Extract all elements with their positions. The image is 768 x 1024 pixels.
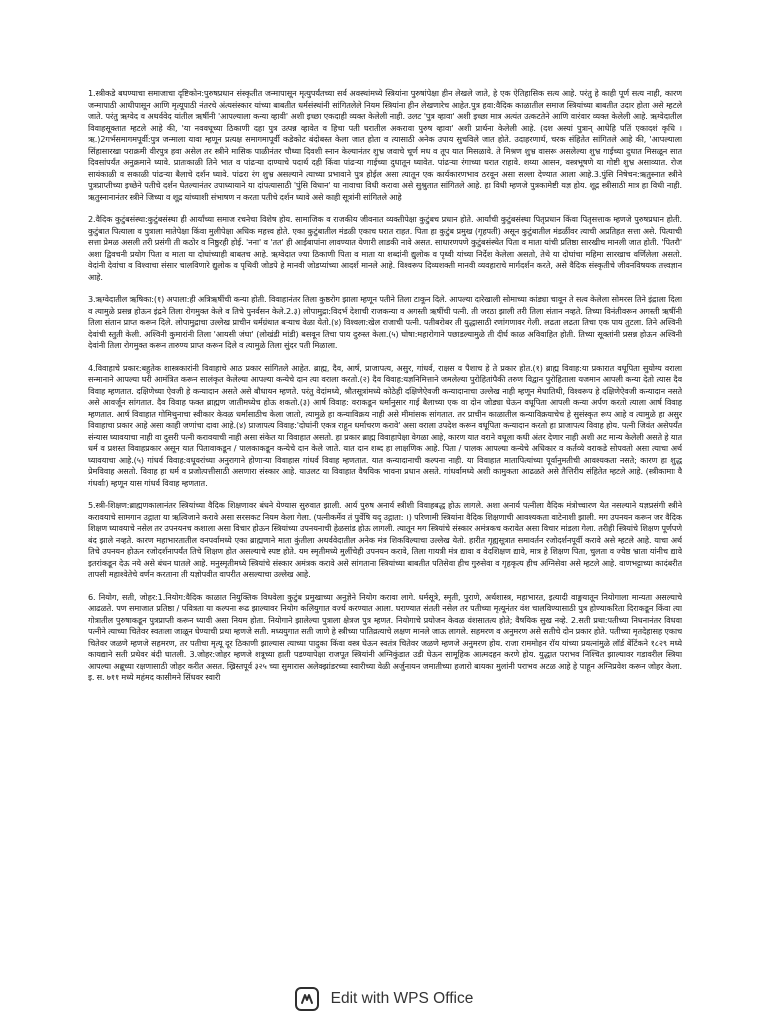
wps-footer-banner[interactable] — [0, 974, 768, 1024]
paragraph-1: 1.स्त्रीकडे बघण्याचा समाजाचा दृष्टिकोन:पुरुषप्रधान संस्कृतीत जन्मापासून मृत्युपर्यंतच्या सर्व अवस्थांमध्ये स्त्रियांना पुरुषांपेक्षा हीन लेखले जाते, हे एक ऐतिहासिक सत्य आहे. परंतु हे काही पूर्ण सत्य नाही, कारण जन्मापाठी आधीपासून आणि मृत्यूपाठी नंतरचे अंत्यसंस्कार यांच्या बाबतीत धर्मसंस्थांनी सांगितलेले नियम स्त्रियांना हीन लेखणारेच आहेत.पुत्र हवा:वैदिक काळातील समाज स्त्रियांच्या बाबतीत उदार होता असे म्हटले जाते. परंतु ऋग्वेद व अथर्ववेद यांतील ऋषींनी 'आपल्याला कन्या व्हावी' अशी इच्छा एकदाही व्यक्त केलेली नाही. उलट 'पुत्र व्हावा' अशी इच्छा मात्र अत्यंत उत्कटतेने आणि वारंवार व्यक्त केलेली आहे. ऋग्वेदातील विवाहसूक्तात म्हटले आहे की, 'या नववधूच्या ठिकाणी दहा पुत्र उत्पन्न व्हावेत व हिचा पती घरातील अकरावा पुरुष व्हावा' अशी प्रार्थना केलेली आहे. (दश अस्यां पुत्रान् आधेहि पतिं एकादशं कृधि । ऋ.)2गर्भसमागमपूर्वी:पुत्र जन्माला यावा म्हणून प्रत्यक्ष समागमापूर्वी कडेकोट बंदोबस्त केला जात होता व त्यासाठी अनेक उपाय सुचविले जात होते. उदाहरणार्थ, चरक संहितेत सांगितले आहे की, 'आपल्याला सिंहासारखा पराक्रमी वीरपुत्र हवा असेल तर स्त्रीने मासिक पाळीनंतर चौथ्या दिवशी स्नान केल्यानंतर शुभ्र जवाचे चूर्ण मध व तूप यात मिसळावे. ते मिश्रण शुभ्र वासरू असलेल्या शुभ्र गाईच्या दुधात मिसळून सात दिवसांपर्यंत अनुक्रमाने घ्यावे. प्रातःकाळी तिने भात व पांढऱ्या दाण्याचे पदार्थ दही किंवा पांढऱ्या गाईच्या दुधातून घ्यावेत. पांढऱ्या रंगाच्या घरात राहावे. शय्या आसन, वस्त्रभूषणे या गोष्टी शुभ्र असाव्यात. रोज सायंकाळी व सकाळी पांढऱ्या बैलाचे दर्शन घ्यावे. पांढरा रंग शुभ्र असल्याने त्याच्या प्रभावाने पुत्र होईल असा त्यातून एक कार्यकारणभाव ठरवून असा सल्ला देण्यात आला आहे.3.पुंसि निषेचन:ऋतुस्नात स्त्रीने पुत्रप्राप्तीच्या इच्छेने पतीचे दर्शन घेतल्यानंतर उपाध्यायाने या दांपत्यासाठी 'पुंसि विधान' या नावाचा विधी करावा असे सुश्रुतात सांगितले आहे. हा विधी म्हणजे पुत्रकामेष्टी यज्ञ होय. शूद्र स्त्रीसाठी मात्र हा विधी नाही. ऋतुस्नानानंतर स्त्रीने जिच्या व शूद्र यांच्याशी संभाषण न करता पतीचे दर्शन घ्यावे असे काही सूत्रांनी सांगितले आहे — [88, 88, 682, 202]
paragraph-3: 3.ऋग्वेदातील ऋषिका:(१) अपाला:ही अत्रिऋषींची कन्या होती. विवाहानंतर तिला कुष्ठरोग झाला म्हणून पतीने तिला टाकून दिले. आपल्या दारेखाली सोमाच्या कांड्या चावून ते सत्व केलेला सोमरस तिने इंद्राला दिला व त्यामुळे प्रसन्न होऊन इंद्रने तिला रोगमुक्त केले व तिचे पुनर्वसन केले.2.३) लोपामुद्रा:विदर्भ देशाची राजकन्या व अगस्ती ऋषींची पत्नी. ती जरठा झाली तरी तिला संतान नव्हते. तिच्या विनंतीवरून अगस्ती ऋषींनी तिला संतान प्राप्त करून दिले. लोपामुद्राचा उल्लेख प्राचीन धर्मग्रंथात बऱ्याच वेळा येतो.(४) विश्वला:खेल राजाची पत्नी. पतीबरोबर ती युद्धासाठी रणांगणावर गेली. लढता लढता तिचा एक पाय तुटला. तिने अश्विनी देवांची स्तुती केली. अश्विनी कुमारांनी तिला 'आयसी जंघा' (लोखंडी मांडी) बसवून तिचा पाय दुरुस्त केला.(५) घोषा:महारोगाने पछाडल्यामुळे ती दीर्घ काळ अविवाहित होती. तिच्या सूक्तांनी प्रसन्न होऊन अश्विनी देवांनी तिला रोगमुक्त करून तारुण्य प्राप्त करून दिले व त्यामुळे तिला सुंदर पती मिळाला. — [88, 294, 682, 350]
wps-footer-label[interactable]: Edit with WPS Office — [330, 990, 474, 1007]
document-page — [88, 88, 682, 968]
paragraph-4: 4.विवाहाचे प्रकार:बहुतेक शास्त्रकारांनी विवाहाचे आठ प्रकार सांगितले आहेत. ब्राह्म, दैव, आर्ष, प्राजापत्य, असुर, गांधर्व, राक्षस व पैशाच हे ते प्रकार होत.(१) ब्राह्म विवाह:या प्रकारात वधूपिता सुयोग्य वराला सन्मानाने आपल्या घरी आमंत्रित करून सालंकृत केलेल्या आपल्या कन्येचे दान त्या वराला करतो.(२) दैव विवाह:यज्ञनिमित्ताने जमलेल्या पुरोहितांपैकी तरुण विद्वान पुरोहिताला यजमान आपली कन्या देतो त्यास दैव विवाह म्हणतात. दक्षिणेच्या ऐवजी हे कन्यादान असते असे बौधायन म्हणते. परंतु वेदांमध्ये, श्रौतसूत्रांमध्ये कोठेही दक्षिणेऐवजी कन्यादानाचा उल्लेख नाही म्हणून मेधातिथी, विश्वरूप हे दक्षिणेऐवजी कन्यादान नसते असे आवर्जून सांगतात. दैव विवाह फक्त ब्राह्मण जातीमध्येच होऊ शकतो.(३) आर्ष विवाह: वराकडून धर्मानुसार गाई बैलाच्या एक वा दोन जोड्या घेऊन वधूपिता आपली कन्या अर्पण करतो त्याला आर्ष विवाह म्हणतात. आर्ष विवाहात गोमिथुनाचा स्वीकार केवळ धर्मासाठीच केला जातो, त्यामुळे हा कन्याविक्रय नाही असे मीमांसक सांगतात. तर प्राचीन काळातील कन्याविक्रयाचेच हे सुसंस्कृत रूप आहे व त्यामुळे हा असुर विवाहाचा प्रकार आहे असा काही जणांचा दावा आहे.(४) प्राजापत्य विवाह:'दोघांनी एकत्र राहून धर्माचरण करावे' असा वराला उपदेश करून वधूपिता कन्यादान करतो हा प्राजापत्य विवाह होय. पत्नी जिवंत असेपर्यंत संन्यास घ्यावयाचा नाही वा दुसरी पत्नी करावयाची नाही असा संकेत या विवाहात असतो. हा प्रकार ब्राह्म विवाहापेक्षा वेगळा आहे, कारण यात वराने वधूला कधी अंतर देणार नाही अशी अट मान्य केलेली असते हे यात धर्म व प्रशस्त विवाहप्रकार असून यात पितावाकडून / पालकाकडून कन्येचे दान केले जाते. यात दान शब्द हा लाक्षणिक आहे. पिता / पालक आपल्या कन्येचे अधिकार व कर्तव्ये वराकडे सोपवतो असा त्याचा अर्थ घ्यावयाचा आहे.(५) गांधर्व विवाह:वधूवरांच्या अनुरागाने होणाऱ्या विवाहास गांधर्व विवाह म्हणतात. यात कन्यादानाची कल्पना नाही. या विवाहात मातापित्यांच्या पूर्वानुमतीची आवश्यकता नसते; कारण हा शुद्ध प्रेमविवाह असतो. विवाह हा धर्म व प्रजोत्पत्तीसाठी असणारा संस्कार आहे. याउलट या विवाहात वैषयिक भावना प्रधान असते. गांधर्वामध्ये अशी कामुकता आढळते असे तैत्तिरीय संहितेत म्हटले आहे. (स्त्रीकामाः वै गंधर्वाः) म्हणून यास गांधर्व विवाह म्हणतात. — [88, 362, 682, 488]
wps-logo-icon — [295, 987, 319, 1011]
paragraph-6: 6. नियोग, सती, जोहर:1.नियोग:वैदिक काळात नियुक्तिक विधवेला कुटुंब प्रमुखाच्या अनुज्ञेने नियोग करावा लागे. धर्मसूत्रे, स्मृती, पुराणे, अर्थशास्त्र, महाभारत, इत्यादी वाङ्मयातून नियोगाला मान्यता असल्याचे आढळते. पण समाजात प्रतिष्ठा / पवित्रता या कल्पना रूढ झाल्यावर नियोग कलियुगात वर्ज्य करण्यात आला. घराण्यात संतती नसेल तर पतीच्या मृत्यूनंतर वंश चालविण्यासाठी पुत्र होण्याकरिता दिराकडून किंवा त्या गोत्रातील पुरुषाकडून पुत्रप्राप्ती करून घ्यावी असा नियम होता. नियोगाने झालेल्या पुत्राला क्षेत्रज पुत्र म्हणत. नियोगाचे प्रयोजन केवळ वंशसातत्य होते; वैषयिक सुख नव्हे. 2.सती प्रथा:पतीच्या निधनानंतर विधवा पत्नीने त्याच्या चितेवर स्वतःला जाळून घेण्याची प्रथा म्हणजे सती. मध्ययुगात सती जाणे हे स्त्रीच्या पातिव्रत्याचे लक्षण मानले जाऊ लागले. सहमरण व अनुमरण असे सतीचे दोन प्रकार होते. पतीच्या मृतदेहासह एकाच चितेवर जळणे म्हणजे सहमरण, तर पतीचा मृत्यू दूर ठिकाणी झाल्यास त्याच्या पादुका किंवा वस्त्र घेऊन स्वतंत्र चितेवर जळणे म्हणजे अनुमरण होय. राजा राममोहन रॉय यांच्या प्रयत्नांमुळे लॉर्ड बेंटिंकने १८२९ मध्ये कायद्याने सती प्रथेवर बंदी घातली. 3.जोहर:जोहर म्हणजे शत्रूच्या हाती पडण्यापेक्षा राजपूत स्त्रियांनी अग्निकुंडात उडी घेऊन सामूहिक आत्मदहन करणे होय. युद्धात पराभव निश्चित झाल्यावर गडावरील स्त्रिया आपल्या अब्रूच्या रक्षणासाठी जोहर करीत असत. ख्रिस्तपूर्व ३२५ च्या सुमारास अलेक्झांडरच्या स्वारीच्या वेळी अर्जुनायन जमातीच्या हजारो बायका मुलांनी पराभव अटळ आहे हे पाहून अग्निप्रवेश करून जोहर केला. इ. स. ७११ मध्ये महंमद कासीमने सिंधवर स्वारी — [88, 591, 682, 682]
paragraph-2: 2.वैदिक कुटुंबसंस्था:कुटुंबसंस्था ही आर्यांच्या समाज रचनेचा विशेष होय. सामाजिक व राजकीय जीवनात व्यक्तीपेक्षा कुटुंबच प्रधान होते. आर्यांची कुटुंबसंस्था पितृप्रधान किंवा पितृसत्ताक म्हणजे पुरुषप्रधान होती. कुटुंबात पित्याला व पुत्राला मातेपेक्षा किंवा मुलीपेक्षा अधिक महत्त्व होते. एका कुटुंबातील मंडळी एकाच घरात राहत. पिता हा कुटुंब प्रमुख (गृहपती) असून कुटुंबातील मंडळींवर त्याची अप्रतिहत सत्ता असे. पित्याची सत्ता प्रेमळ असली तरी प्रसंगी ती कठोर व निष्ठुरही होई. 'नना' व 'तत' ही आईबापांना लावण्यात येणारी लाडकी नावे असत. साधारणपणे कुटुंबसंस्थेत पिता व माता यांची प्रतिष्ठा सारखीच मानली जात होती. 'पितरौ' अशा द्विवचनी प्रयोग पिता व माता या दोघांच्याही बाबतच आहे. ऋग्वेदात ज्या ठिकाणी पिता व माता या शब्दांनी द्युलोक व पृथ्वी यांच्या निर्देश केलेला असतो, तेथे या दोघांचा महिमा सारखाच वर्णिलेला असतो. वेदांनी देवांचा व विश्वाचा संसार चालविणारे द्युलोक व पृथिवी जोडपे हे मानवी जोडप्यांच्या आदर्श मानले आहे. विश्वरूप दिव्यशक्ती मानवी व्यवहाराचे मार्गदर्शन करते, असे वैदिक संस्कृतीचे जीवनविषयक तत्त्वज्ञान आहे. — [88, 214, 682, 282]
paragraph-5: 5.स्त्री-शिक्षण:ब्राह्मणकालानंतर स्त्रियांच्या वैदिक शिक्षणावर बंधने येण्यास सुरुवात झाली. आर्य पुरुष अनार्य स्त्रीशी विवाहबद्ध होऊ लागले. अशा अनार्य पत्नीला वैदिक मंत्रोच्चारण येत नसल्याने यज्ञप्रसंगी स्त्रीने करावयाचे सामगान उद्गाता या ऋत्विजाने करावे असा सरसकट नियम केला गेला. (पत्नीकर्मेव तं पुर्वेषि यद् उद्गाता: ।) परिणामी स्त्रियांना वैदिक शिक्षणाची आवश्यकता वाटेनाशी झाली. मग उपनयन करून जर वैदिक शिक्षण घ्यावयाचे नसेल तर उपनयनच कशाला असा विचार होऊन स्त्रियांच्या उपनयनाची हेळसांड होऊ लागली. त्यातून मग स्त्रियांचे संस्कार अमंत्रकच करावेत असा विचार मांडला गेला. तरीही स्त्रियांचे शिक्षण पूर्णपणे बंद झाले नव्हते. कारण महाभारतातील वनपर्वामध्ये एका ब्राह्मणाने माता कुंतीला अथर्ववेदातील अनेक मंत्र शिकविल्याचा उल्लेख येतो. हारीत गृह्यसूत्रात समावर्तन रजोदर्शनपूर्वी करावे असे म्हटले आहे. याचा अर्थ तिचे उपनयन होऊन रजोदर्शनापर्यंत तिचे शिक्षण होत असल्याचे स्पष्ट होते. यम स्मृतीमध्ये मुलींचेही उपनयन करावे, तिला गायत्री मंत्र द्यावा व वेदशिक्षण द्यावे, मात्र हे शिक्षण पिता, चुलता व ज्येष्ठ भ्राता यांनीच द्यावे इतरांकडून देऊ नये असे बंधन घातले आहे. मनुस्मृतीमध्ये स्त्रियांचे संस्कार अमंत्रक करावे असे सांगताना स्त्रियांच्या बाबतीत पतिसेवा हीच गुरुसेवा व गृहकृत्य हीच अग्निसेवा असे म्हटले आहे. वाणभट्टाच्या कादंबरीत तापसी महाश्वेतेचे वर्णन करताना ती यज्ञोपवीत वापरीत असल्याचा उल्लेख आहे. — [88, 500, 682, 579]
wps-footer-content[interactable] — [295, 987, 474, 1011]
